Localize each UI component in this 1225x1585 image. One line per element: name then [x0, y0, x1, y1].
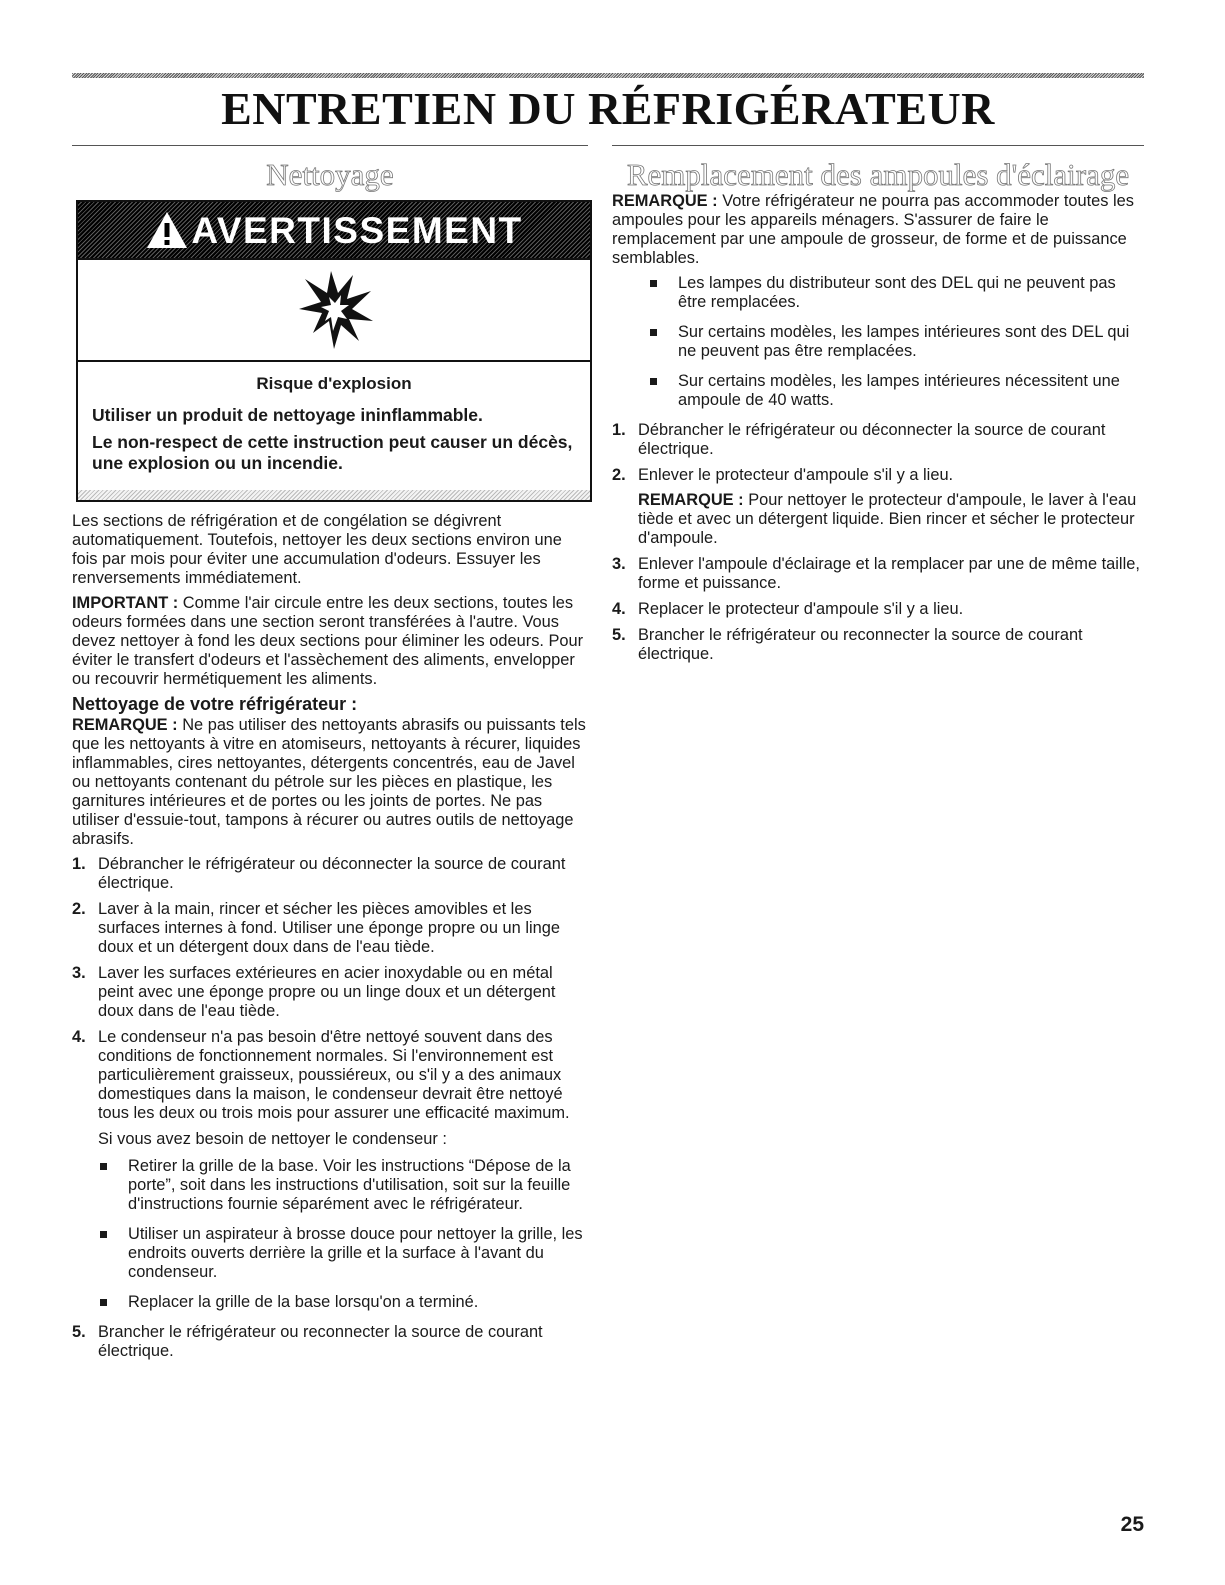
- list-item: Les lampes du distributeur sont des DEL qui ne peuvent pas être remplacées.: [648, 274, 1144, 312]
- remarque-text: Ne pas utiliser des nettoyants abrasifs ou puissants tels que les nettoyants à vitre en atomiseurs, nettoyants à récurer, liquides inflammables, cires nettoyantes, détergents concentrés, eau de Javel ou nettoyants contenant du pétrole sur les pièces en plastique, les garnitures intérieures et de portes ou les joints de portes. Ne pas utiliser d'essuie-tout, tampons à récurer ou autres outils de nettoyage abrasifs.: [72, 716, 586, 848]
- warning-header-label: AVERTISSEMENT: [191, 209, 523, 251]
- list-item: 4 . Le condenseur n'a pas besoin d'être nettoyé souvent dans des conditions de fonctionnement normales. Si l'environnement est particulièrement graisseux, poussiéreux, ou s'il y a des animaux domestiques dans la maison, le condenseur devrait être nettoyé tous les deux ou trois mois pour assurer une efficacité maximum. Si vous avez besoin de nettoyer le condenseur : Retirer la grille de la base. Voir les instructions “Dépose de la porte”, soit dans les instructions d'utilisation, soit sur la feuille d'instructions fournie séparément avec le réfrigérateur. Utiliser un aspirateur à brosse douce pour nettoyer la grille, les endroits ouverts derrière la grille et la surface à l'avant du condenseur. Replacer la grille de la base lorsqu'on a terminé.: [72, 1028, 588, 1312]
- cleaning-heading: Nettoyage: [266, 157, 394, 192]
- right-column-rule: [612, 145, 1144, 146]
- warning-risk: Risque d'explosion: [256, 374, 412, 393]
- condenser-note: Si vous avez besoin de nettoyer le condenseur :: [98, 1130, 447, 1148]
- left-column-rule: [72, 145, 588, 146]
- bulb-cover-note: REMARQUE : Pour nettoyer le protecteur d'ampoule, le laver à l'eau tiède et avec un détergent liquide. Bien rincer et sécher le protecteur d'ampoule.: [638, 491, 1137, 547]
- cleaning-steps: [72, 855, 588, 1361]
- list-item: 2 . Laver à la main, rincer et sécher les pièces amovibles et les surfaces internes à fond. Utiliser une éponge propre ou un linge doux et un détergent doux dans de l'eau tiède.: [72, 900, 588, 957]
- remarque-text: Votre réfrigérateur ne pourra pas accommoder toutes les ampoules pour les appareils ménagers. S'assurer de faire le remplacement par une ampoule de grosseur, de forme et de puissance semblables.: [612, 192, 1134, 267]
- cleaning-column: [72, 158, 588, 1368]
- remarque-paragraph: [72, 716, 588, 849]
- bullet-icon: [650, 329, 657, 336]
- bulb-steps: [612, 421, 1144, 664]
- bullet-icon: [100, 1163, 107, 1170]
- warning-triangle-icon: [145, 210, 189, 250]
- bulb-remarque-paragraph: [612, 192, 1144, 268]
- important-label: IMPORTANT :: [72, 594, 179, 612]
- list-item: Utiliser un aspirateur à brosse douce pour nettoyer la grille, les endroits ouverts derrière la grille et la surface à l'avant du condenseur.: [98, 1225, 588, 1282]
- list-item: Sur certains modèles, les lampes intérieures sont des DEL qui ne peuvent pas être remplacées.: [648, 323, 1144, 361]
- list-item: 3 . Enlever l'ampoule d'éclairage et la remplacer par une de même taille, forme et puissance.: [612, 555, 1144, 593]
- cleaning-subheading: Nettoyage de votre réfrigérateur :: [72, 694, 358, 714]
- list-item: 4 . Replacer le protecteur d'ampoule s'il y a lieu.: [612, 600, 1144, 619]
- warning-consequence: Le non-respect de cette instruction peut causer un décès, une explosion ou un incendie.: [92, 432, 573, 473]
- bullet-icon: [650, 378, 657, 385]
- bullet-icon: [650, 280, 657, 287]
- bulb-replacement-heading: Remplacement des ampoules d'éclairage: [626, 157, 1130, 192]
- important-paragraph: [72, 594, 588, 689]
- warning-instruction: Utiliser un produit de nettoyage ininflammable.: [92, 405, 483, 425]
- bulb-replacement-column: [612, 158, 1144, 671]
- condenser-bullets: [98, 1157, 588, 1312]
- page-title: ENTRETIEN DU RÉFRIGÉRATEUR: [221, 83, 995, 134]
- top-hatched-rule: [72, 73, 1144, 78]
- page-number: 25: [1120, 1513, 1144, 1536]
- bullet-icon: [100, 1231, 107, 1238]
- remarque-label: REMARQUE :: [612, 192, 718, 210]
- list-item: 5 . Brancher le réfrigérateur ou reconnecter la source de courant électrique.: [612, 626, 1144, 664]
- list-item: 1 . Débrancher le réfrigérateur ou déconnecter la source de courant électrique.: [612, 421, 1144, 459]
- warning-box: [76, 200, 592, 502]
- cleaning-intro: Les sections de réfrigération et de congélation se dégivrent automatiquement. Toutefois, nettoyer les deux sections environ une fois par mois pour éviter une accumulation d'odeurs. Essuyer les renversements immédiatement.: [72, 512, 562, 587]
- list-item: 5 . Brancher le réfrigérateur ou reconnecter la source de courant électrique.: [72, 1323, 588, 1361]
- list-item: Sur certains modèles, les lampes intérieures nécessitent une ampoule de 40 watts.: [648, 372, 1144, 410]
- important-text: Comme l'air circule entre les deux sections, toutes les odeurs formées dans une section seront transférées à l'autre. Vous devez nettoyer à fond les deux sections pour éliminer les odeurs. Pour éviter le transfert d'odeurs et l'assèchement des aliments, envelopper ou recouvrir hermétiquement les aliments.: [72, 594, 584, 688]
- lamp-bullets: [648, 274, 1144, 410]
- list-item: 1 . Débrancher le réfrigérateur ou déconnecter la source de courant électrique.: [72, 855, 588, 893]
- list-item: Retirer la grille de la base. Voir les instructions “Dépose de la porte”, soit dans les instructions d'utilisation, soit sur la feuille d'instructions fournie séparément avec le réfrigérateur.: [98, 1157, 588, 1214]
- explosion-icon: [78, 260, 590, 362]
- remarque-label: REMARQUE :: [72, 716, 178, 734]
- list-item: 2 . Enlever le protecteur d'ampoule s'il y a lieu. REMARQUE : Pour nettoyer le protecteur d'ampoule, le laver à l'eau tiède et avec un détergent liquide. Bien rincer et sécher le protecteur d'ampoule.: [612, 466, 1144, 548]
- warning-header: [78, 202, 590, 260]
- list-item: 3 . Laver les surfaces extérieures en acier inoxydable ou en métal peint avec une éponge propre ou un linge doux et un détergent doux dans de l'eau tiède.: [72, 964, 588, 1021]
- bullet-icon: [100, 1299, 107, 1306]
- list-item: Replacer la grille de la base lorsqu'on a terminé.: [98, 1293, 588, 1312]
